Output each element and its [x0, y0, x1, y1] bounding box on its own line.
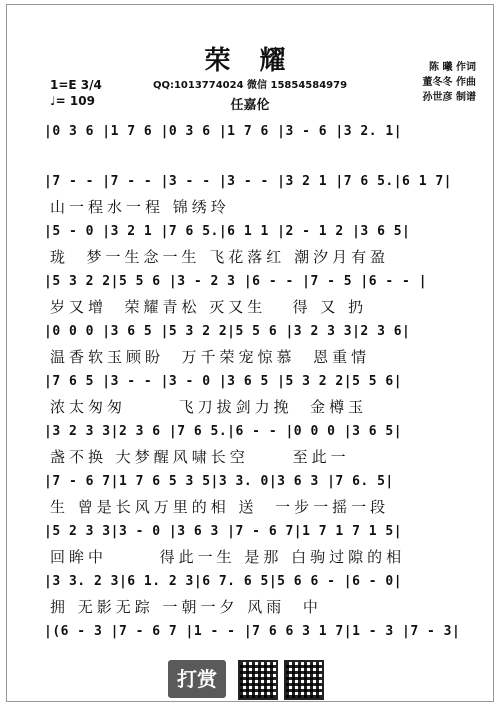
- lyric-line: 拥 无影无踪 一朝一夕 风雨 中: [50, 598, 322, 616]
- notation-line: |7 6 5 |3 - - |3 - 0 |3 6 5 |5 3 2 2|5 5 6|: [44, 374, 403, 389]
- lyricist-credit: 陈 曦 作词: [429, 62, 476, 73]
- lyric-line: 回眸中 得此一生 是那 白驹过隙的相: [50, 548, 406, 566]
- lyric-line: 岁又增 荣耀青松 灭又生 得 又 扔: [50, 298, 368, 316]
- tempo-marking: ♩= 109: [50, 94, 95, 108]
- singer-name: 任嘉伦: [230, 98, 270, 113]
- arranger-credit: 孙世彦 制谱: [422, 92, 476, 103]
- notation-line: |5 3 2 2|5 5 6 |3 - 2 3 |6 - - |7 - 5 |6 - - |: [44, 274, 428, 289]
- lyric-line: 盏不换 大梦醒风啸长空 至此一: [50, 448, 350, 466]
- qr-code-icon: [284, 660, 324, 700]
- notation-line: |5 - 0 |3 2 1 |7 6 5.|6 1 1 |2 - 1 2 |3 6 5|: [44, 224, 411, 239]
- lyric-line: 生 曾是长风万里的相 送 一步一摇一段: [50, 498, 390, 516]
- lyric-line: 浓太匆匆 飞刀拔剑力挽 金樽玉: [50, 398, 368, 416]
- notation-line: |0 3 6 |1 7 6 |0 3 6 |1 7 6 |3 - 6 |3 2. 1|: [44, 124, 403, 139]
- notation-line: |3 3. 2 3|6 1. 2 3|6 7. 6 5|5 6 6 - |6 - 0|: [44, 574, 403, 589]
- composer-credit: 董冬冬 作曲: [422, 77, 476, 88]
- song-title: 荣 耀: [204, 46, 296, 76]
- contact-info: QQ:1013774024 微信 15854584979: [152, 80, 348, 91]
- notation-line: |7 - 6 7|1 7 6 5 3 5|3 3. 0|3 6 3 |7 6. 5|: [44, 474, 394, 489]
- lyric-line: 珑 梦一生念一生 飞花落红 潮汐月有盈: [50, 248, 390, 266]
- notation-line: |5 2 3 3|3 - 0 |3 6 3 |7 - 6 7|1 7 1 7 1 5|: [44, 524, 403, 539]
- notation-line: |(6 - 3 |7 - 6 7 |1 - - |7 6 6 3 1 7|1 - 3 |7 - 3|: [44, 624, 461, 639]
- key-signature: 1=E 3/4: [50, 78, 102, 92]
- qr-code-icon: [238, 660, 278, 700]
- notation-line: |3 2 3 3|2 3 6 |7 6 5.|6 - - |0 0 0 |3 6 5|: [44, 424, 403, 439]
- reward-button[interactable]: 打赏: [168, 660, 226, 698]
- lyric-line: 山一程水一程 锦绣玲: [50, 198, 230, 216]
- notation-line: |0 0 0 |3 6 5 |5 3 2 2|5 5 6 |3 2 3 3|2 3 6|: [44, 324, 411, 339]
- notation-line: |7 - - |7 - - |3 - - |3 - - |3 2 1 |7 6 5.|6 1 7|: [44, 174, 453, 189]
- lyric-line: 温香软玉顾盼 万千荣宠惊慕 恩重情: [50, 348, 371, 366]
